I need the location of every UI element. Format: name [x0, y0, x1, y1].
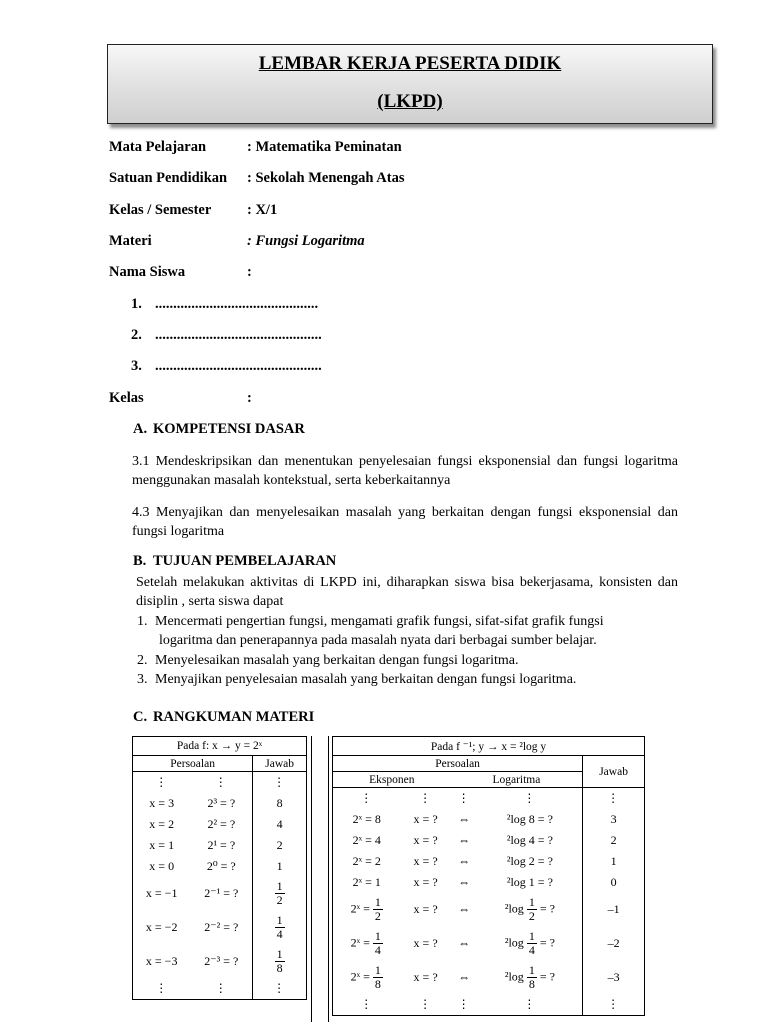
col-logaritma: Logaritma [451, 772, 583, 788]
equiv-arrow: ⇔ [458, 902, 471, 916]
x-question: x = ? [413, 902, 438, 916]
power-question: 2² = ? [190, 814, 252, 835]
denominator: 4 [528, 943, 535, 957]
item-number: 2. [137, 653, 148, 668]
log-lhs: ²log [504, 935, 524, 950]
equiv-arrow: ⇔ [458, 832, 471, 847]
ellipsis: ⋮ [478, 788, 583, 809]
numerator: 1 [276, 913, 283, 927]
info-label: Nama Siswa [109, 264, 186, 280]
ellipsis: ⋮ [607, 790, 621, 805]
table-row [333, 893, 645, 927]
answer: 3 [610, 811, 617, 826]
numerator: 1 [374, 895, 381, 909]
x-question: x = ? [413, 832, 438, 847]
table-row [133, 856, 307, 877]
info-label: Mata Pelajaran [109, 139, 207, 155]
col-jawab: Jawab [583, 756, 645, 788]
equiv-arrow: ⇔ [458, 970, 471, 984]
answer-fraction [253, 911, 307, 945]
log-eq-fraction [478, 961, 583, 995]
ellipsis: ⋮ [360, 997, 374, 1012]
ellipsis: ⋮ [607, 997, 621, 1012]
log-rhs: = ? [539, 935, 555, 950]
section-letter: A. [133, 421, 148, 437]
denominator: 4 [276, 927, 283, 941]
log-eq: ²log 1 = ? [478, 872, 583, 893]
power-question: 2⁰ = ? [190, 856, 252, 877]
table-row [133, 835, 307, 856]
numerator: 1 [528, 895, 535, 909]
answer: –2 [607, 936, 620, 950]
section-title: TUJUAN PEMBELAJARAN [153, 553, 337, 569]
table-row [333, 872, 645, 893]
log-eq-fraction [478, 927, 583, 961]
exp-eq-fraction [333, 961, 401, 995]
table-divider [311, 736, 329, 1022]
info-value: : [247, 390, 252, 406]
x-question: x = ? [413, 936, 438, 950]
x-question: x = ? [413, 874, 438, 889]
x-question: x = ? [413, 853, 438, 868]
denominator: 8 [528, 977, 535, 991]
log-rhs: = ? [539, 969, 555, 984]
member-number: 2. [131, 327, 142, 343]
ellipsis: ⋮ [190, 979, 252, 1000]
x-question: x = ? [413, 970, 438, 984]
table-right-header: Pada f ⁻¹; y → x = ²log y [430, 741, 547, 753]
info-value: : Fungsi Logaritma [247, 233, 365, 249]
x-value: x = 1 [149, 837, 175, 852]
item-text: Menyajikan penyelesaian masalah yang berkaitan dengan fungsi logaritma. [155, 672, 577, 687]
equiv-arrow: ⇔ [458, 811, 471, 826]
answer: 0 [610, 874, 617, 889]
ellipsis: ⋮ [273, 774, 287, 789]
power-question: 2³ = ? [190, 793, 252, 814]
col-persoalan: Persoalan [133, 756, 253, 772]
info-value: : [247, 264, 252, 280]
exp-eq-fraction [333, 893, 401, 927]
answer: 2 [276, 837, 283, 852]
exp-eq: 2ˣ = 1 [352, 874, 381, 889]
denominator: 4 [374, 943, 381, 957]
table-row [333, 809, 645, 830]
item-text: logaritma dan penerapannya pada masalah nyata dari berbagai sumber belajar. [159, 633, 597, 648]
power-question: 2¹ = ? [190, 835, 252, 856]
ellipsis: ⋮ [419, 997, 433, 1012]
exp-eq: 2ˣ = 4 [352, 832, 381, 847]
member-number: 3. [131, 358, 142, 374]
answer: 1 [276, 858, 283, 873]
member-line[interactable] [131, 358, 322, 375]
table-row [333, 927, 645, 961]
log-eq: ²log 8 = ? [478, 809, 583, 830]
table-row [333, 961, 645, 995]
exp-lhs: 2ˣ = [350, 969, 370, 984]
denominator: 8 [276, 961, 283, 975]
title-box [107, 44, 713, 124]
numerator: 1 [528, 963, 535, 977]
ellipsis: ⋮ [155, 774, 169, 789]
x-value: x = 0 [149, 858, 175, 873]
log-eq: ²log 2 = ? [478, 851, 583, 872]
kd-4-3: 4.3 Menyajikan dan menyelesaikan masalah yang berkaitan dengan fungsi eksponensial dan fungsi logaritma [132, 505, 678, 539]
ellipsis: ⋮ [419, 790, 433, 805]
info-value: : Sekolah Menengah Atas [247, 170, 405, 186]
table-row [133, 945, 307, 979]
log-eq-fraction [478, 893, 583, 927]
kd-3-1: 3.1 Mendeskripsikan dan menentukan penyelesaian fungsi eksponensial dan fungsi logaritma menggunakan masalah kontekstual, serta keberkaitannya [132, 454, 678, 488]
section-b-heading [133, 553, 336, 570]
member-blank[interactable]: ............................................. [155, 296, 319, 312]
table-row [133, 793, 307, 814]
x-value: x = −3 [145, 954, 178, 968]
answer-fraction [253, 877, 307, 911]
summary-table-right [332, 736, 645, 1016]
section-a-heading [133, 421, 305, 438]
answer: –1 [607, 902, 620, 916]
log-eq: ²log 4 = ? [478, 830, 583, 851]
ellipsis: ⋮ [457, 997, 471, 1012]
log-lhs: ²log [504, 901, 524, 916]
numerator: 1 [374, 929, 381, 943]
power-question: 2⁻² = ? [190, 911, 252, 945]
ellipsis: ⋮ [457, 790, 471, 805]
equiv-arrow: ⇔ [458, 853, 471, 868]
x-question: x = ? [413, 811, 438, 826]
ellipsis: ⋮ [155, 981, 169, 996]
info-value: : Matematika Peminatan [247, 139, 402, 155]
table-row [333, 851, 645, 872]
item-number: 3. [137, 672, 148, 687]
denominator: 8 [374, 977, 381, 991]
exp-eq-fraction [333, 927, 401, 961]
ellipsis: ⋮ [273, 981, 287, 996]
answer: –3 [607, 970, 620, 984]
denominator: 2 [276, 893, 283, 907]
exp-eq: 2ˣ = 8 [352, 811, 381, 826]
table-row [133, 877, 307, 911]
info-label: Kelas [109, 390, 144, 406]
member-blank[interactable]: .............................................. [155, 327, 322, 343]
numerator: 1 [276, 947, 283, 961]
answer: 4 [276, 816, 283, 831]
equiv-arrow: ⇔ [458, 936, 471, 950]
tujuan-intro: Setelah melakukan aktivitas di LKPD ini, diharapkan siswa bisa bekerjasama, konsisten dan disiplin , serta siswa dapat [136, 575, 678, 609]
info-label: Materi [109, 233, 152, 249]
info-label: Satuan Pendidikan [109, 170, 228, 186]
col-eksponen: Eksponen [369, 773, 415, 786]
member-line[interactable] [131, 327, 322, 344]
exp-lhs: 2ˣ = [350, 935, 370, 950]
x-value: x = 3 [149, 795, 175, 810]
info-value: : X/1 [247, 202, 278, 218]
power-question: 2⁻³ = ? [190, 945, 252, 979]
numerator: 1 [528, 929, 535, 943]
section-title: RANGKUMAN MATERI [153, 709, 315, 725]
numerator: 1 [374, 963, 381, 977]
table-row [333, 830, 645, 851]
member-blank[interactable]: .............................................. [155, 358, 322, 374]
log-lhs: ²log [504, 969, 524, 984]
denominator: 2 [528, 909, 535, 923]
item-text: Menyelesaikan masalah yang berkaitan dengan fungsi logaritma. [155, 653, 519, 668]
member-line[interactable] [131, 296, 318, 313]
equiv-arrow: ⇔ [458, 874, 471, 889]
log-rhs: = ? [539, 901, 555, 916]
item-text: Mencermati pengertian fungsi, mengamati grafik fungsi, sifat-sifat grafik fungsi [155, 614, 604, 629]
table-row [133, 814, 307, 835]
table-row [133, 911, 307, 945]
exp-eq: 2ˣ = 2 [352, 853, 381, 868]
x-value: x = −1 [145, 886, 178, 900]
ellipsis: ⋮ [360, 790, 374, 805]
section-c-heading [133, 709, 314, 726]
info-label: Kelas / Semester [109, 202, 212, 218]
answer: 1 [610, 853, 617, 868]
col-jawab: Jawab [265, 757, 294, 770]
denominator: 2 [374, 909, 381, 923]
x-value: x = −2 [145, 920, 178, 934]
answer: 2 [610, 832, 617, 847]
summary-table-left [132, 736, 307, 1000]
answer: 8 [276, 795, 283, 810]
item-number: 1. [137, 614, 148, 629]
col-persoalan: Persoalan [333, 756, 583, 772]
exp-lhs: 2ˣ = [350, 901, 370, 916]
x-value: x = 2 [149, 816, 175, 831]
ellipsis: ⋮ [478, 995, 583, 1016]
title-line1: LEMBAR KERJA PESERTA DIDIK [258, 53, 562, 74]
table-left-header: Pada f: x → y = 2ˣ [176, 740, 263, 752]
title-line2: (LKPD) [377, 91, 443, 112]
power-question: 2⁻¹ = ? [190, 877, 252, 911]
member-number: 1. [131, 296, 142, 312]
ellipsis: ⋮ [190, 772, 252, 793]
section-title: KOMPETENSI DASAR [153, 421, 305, 437]
section-letter: B. [133, 553, 147, 569]
numerator: 1 [276, 879, 283, 893]
answer-fraction [253, 945, 307, 979]
section-letter: C. [133, 709, 148, 725]
